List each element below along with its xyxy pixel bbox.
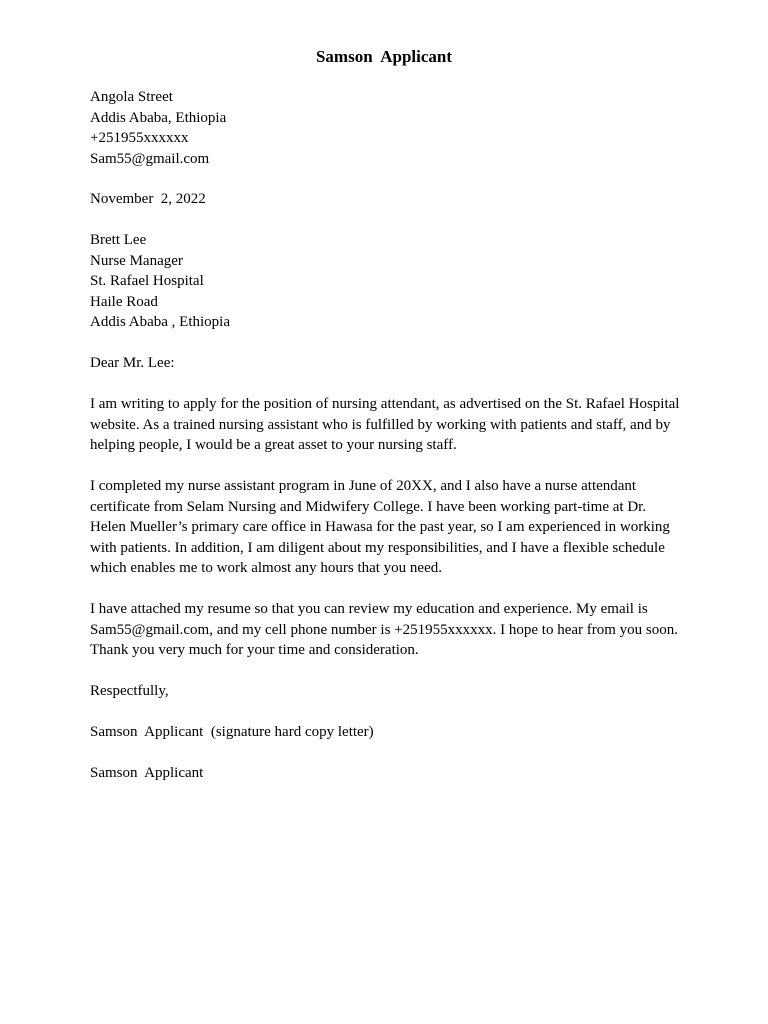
paragraph-text: I am writing to apply for the position of nursing attendant, as advertised on the St. Rafael Hospital website. As a trained nursing assistant who is fulfilled by working with patients and staff, and by helping people, I would be a great asset to your nursing staff.: [90, 396, 680, 453]
recipient-title: Nurse Manager: [90, 252, 183, 269]
signature-note-text: Samson Applicant (signature hard copy letter): [90, 724, 374, 740]
recipient-street: Haile Road: [90, 293, 158, 310]
sender-street: Angola Street: [90, 89, 173, 105]
date-text: November 2, 2022: [90, 191, 206, 207]
body-paragraph-3: [90, 599, 680, 661]
body-paragraph-2: [90, 476, 682, 579]
letter-date: [90, 189, 680, 210]
sender-email: Sam55@gmail.com: [90, 150, 210, 167]
typed-name-text: Samson Applicant: [90, 765, 204, 781]
closing: [90, 681, 680, 702]
signature-note: [90, 722, 680, 743]
sender-name-heading: Samson Applicant: [315, 47, 453, 66]
sender-city: Addis Ababa, Ethiopia: [90, 109, 227, 126]
sender-address: [90, 87, 680, 169]
recipient-city: Addis Ababa , Ethiopia: [90, 314, 230, 330]
body-paragraph-1: [90, 394, 680, 456]
closing-text: Respectfully,: [90, 683, 169, 699]
salutation-text: Dear Mr. Lee:: [90, 355, 175, 371]
recipient-organization: St. Rafael Hospital: [90, 273, 204, 289]
paragraph-text: I have attached my resume so that you can review my education and experience. My email is Sam55@gmail.com, and my cell phone number is +251955xxxxxx. I hope to hear from you soon. Thank you very much for your time and consideration.: [90, 601, 679, 658]
sender-phone: +251955xxxxxx: [90, 130, 189, 146]
paragraph-text: I completed my nurse assistant program in June of 20XX, and I also have a nurse attendant certificate from Selam Nursing and Midwifery College. I have been working part-time at Dr. Helen Mueller’s primary care office in Hawasa for the past year, so I am experienced in working with patients. In addition, I am diligent about my responsibilities, and I have a flexible schedule which enables me to work almost any hours that you need.: [90, 478, 670, 576]
salutation: [90, 353, 680, 374]
recipient-name: Brett Lee: [90, 232, 147, 248]
recipient-address: [90, 230, 680, 333]
typed-name: [90, 763, 680, 784]
